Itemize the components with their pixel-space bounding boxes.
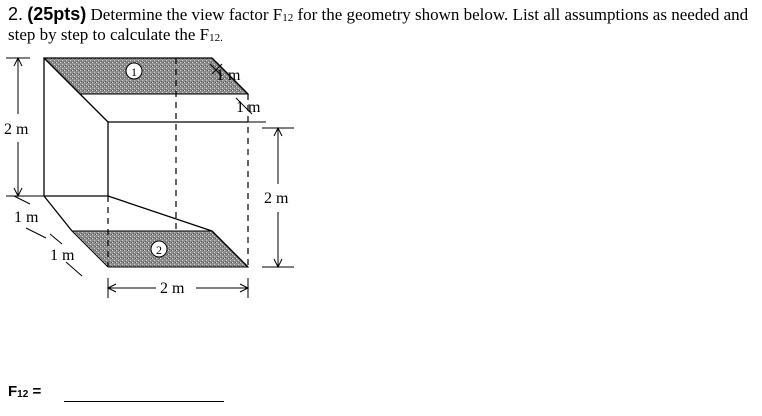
question-points: (25pts): [27, 4, 87, 24]
geometry-figure: [0, 46, 320, 306]
answer-blank-line[interactable]: [64, 401, 224, 402]
question-body-a: Determine the view factor F: [90, 5, 283, 24]
question-body-b: for the geometry shown below. List all assumptions as needed and step by step to calculate the F: [8, 5, 749, 44]
answer-f: F: [8, 383, 18, 400]
dim-bottom-left-depth-label: 1 m: [50, 247, 75, 264]
question-subscript: 12: [282, 12, 294, 24]
dim-top-depth-label: 1 m: [236, 99, 261, 116]
surface-1-label: 1: [131, 65, 137, 79]
question-subscript-end: 12.: [209, 32, 223, 44]
surface-2-label: 2: [156, 243, 162, 257]
dim-bottom-length-label: 2 m: [160, 280, 185, 297]
answer-label: [8, 383, 41, 400]
dim-right-height-label: 2 m: [264, 190, 289, 207]
dim-top-width-label: 1 m: [216, 67, 241, 84]
question-number: 2.: [8, 4, 24, 24]
question-text: [8, 4, 758, 45]
dim-left-height-label: 2 m: [4, 121, 29, 138]
answer-f-sub: 12: [17, 389, 29, 400]
answer-equals: =: [28, 383, 42, 400]
dim-bottom-left-width-label: 1 m: [14, 209, 39, 226]
